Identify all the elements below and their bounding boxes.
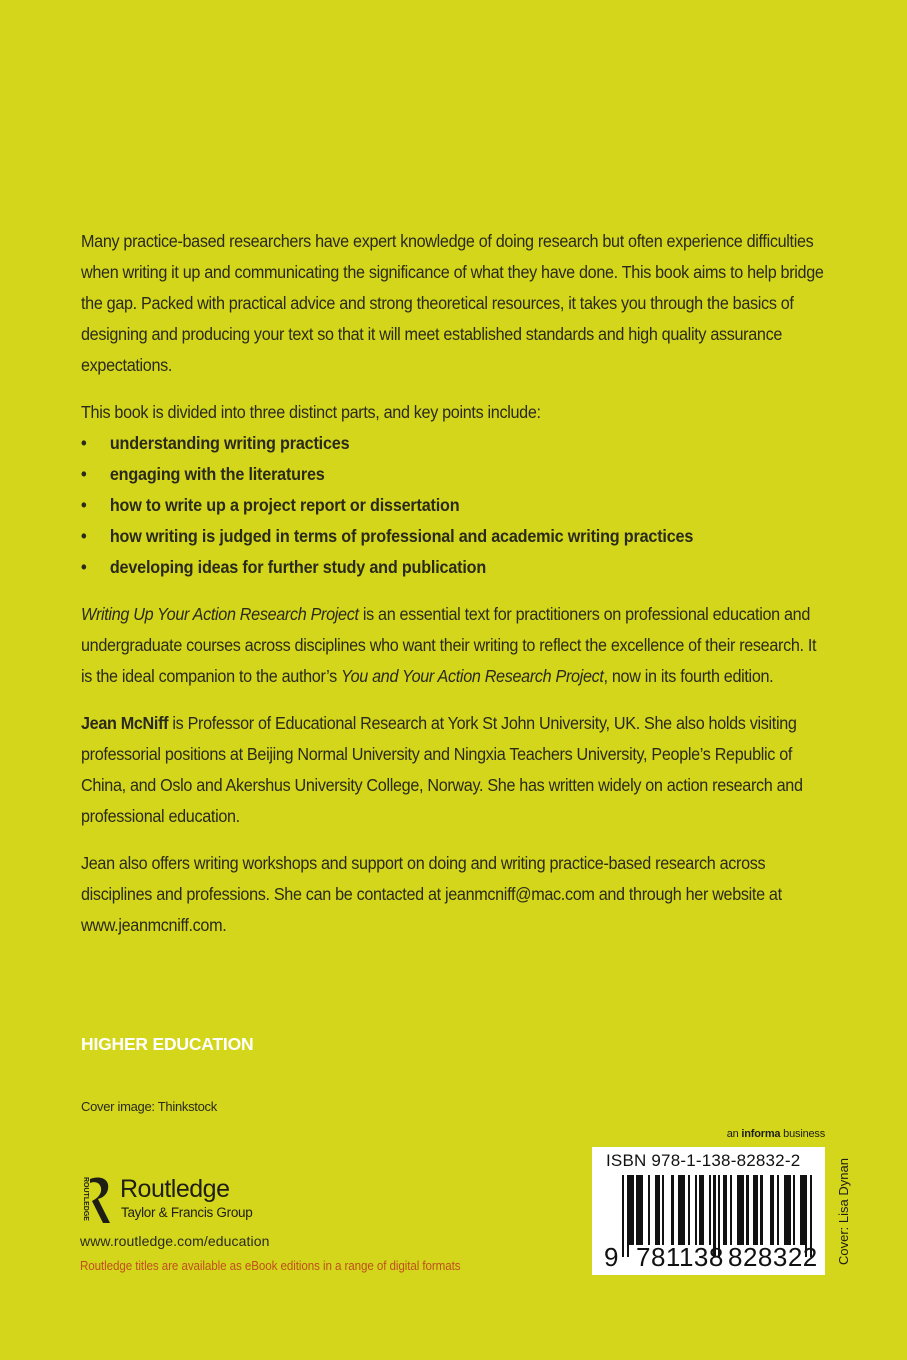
book-title: Writing Up Your Action Research Project bbox=[81, 604, 359, 624]
author-name: Jean McNiff bbox=[81, 713, 169, 733]
publisher-url[interactable]: www.routledge.com/education bbox=[80, 1233, 270, 1249]
key-points-list bbox=[81, 428, 825, 583]
subject-category-label: HIGHER EDUCATION bbox=[81, 1034, 254, 1054]
publisher-logo bbox=[76, 1175, 336, 1227]
key-point-text: understanding writing practices bbox=[109, 433, 350, 453]
cover-designer-credit: Cover: Lisa Dynan bbox=[836, 1158, 851, 1265]
key-point-item bbox=[81, 428, 825, 459]
author-bio-paragraph bbox=[81, 708, 825, 832]
svg-text:ROUTLEDGE: ROUTLEDGE bbox=[82, 1177, 89, 1221]
description-text-end: , now in its fourth edition. bbox=[603, 666, 774, 686]
publisher-name: Routledge bbox=[120, 1175, 230, 1203]
informa-business-tagline bbox=[727, 1128, 825, 1140]
key-point-text: developing ideas for further study and publication bbox=[109, 557, 487, 577]
isbn-label: ISBN 978-1-138-82832-2 bbox=[606, 1151, 801, 1170]
informa-brand: informa bbox=[741, 1128, 781, 1140]
informa-suffix: business bbox=[780, 1128, 825, 1140]
bullet-icon: • bbox=[81, 526, 87, 546]
bullet-icon: • bbox=[81, 464, 87, 484]
blurb-text bbox=[81, 226, 825, 941]
key-point-item bbox=[81, 521, 825, 552]
informa-prefix: an bbox=[726, 1128, 742, 1140]
key-point-text: how to write up a project report or dissertation bbox=[109, 495, 460, 515]
description-text: is an essential text for practitioners on professional education and undergraduate courses across disciplines who want their writing to reflect the excellence of their research. It is the ideal companion to the author’s bbox=[81, 604, 817, 686]
key-point-item bbox=[81, 552, 825, 583]
author-bio-text: is Professor of Educational Research at York St John University, UK. She also holds visiting professorial positions at Beijing Normal University and Ningxia Teachers University, People’s Republic of China, and Oslo and Akershus University College, Norway. She has written widely on action research and professional education. bbox=[81, 713, 803, 826]
description-paragraph bbox=[81, 599, 825, 692]
key-point-item bbox=[81, 459, 825, 490]
key-points-intro: This book is divided into three distinct parts, and key points include: bbox=[81, 402, 541, 422]
publisher-group: Taylor & Francis Group bbox=[121, 1205, 253, 1220]
companion-book-title: You and Your Action Research Project bbox=[341, 666, 604, 686]
ean-first-digit: 9 bbox=[604, 1242, 619, 1272]
bullet-icon: • bbox=[81, 433, 87, 453]
key-point-text: engaging with the literatures bbox=[109, 464, 325, 484]
key-point-text: how writing is judged in terms of professional and academic writing practices bbox=[109, 526, 694, 546]
ebook-availability-note: Routledge titles are available as eBook editions in a range of digital formats bbox=[80, 1259, 461, 1273]
intro-paragraph: Many practice-based researchers have expert knowledge of doing research but often experience difficulties when writing it up and communicating the significance of what they have done. This book aims to help bridge the gap. Packed with practical advice and strong theoretical resources, it takes you through the basics of designing and producing your text so that it will meet established standards and high quality assurance expectations. bbox=[81, 231, 824, 375]
bullet-icon: • bbox=[81, 557, 87, 577]
contact-paragraph: Jean also offers writing workshops and support on doing and writing practice-based research across disciplines and professions. She can be contacted at jeanmcniff@mac.com and through her website at www.jeanmcniff.com. bbox=[81, 853, 782, 935]
ean-left-digits: 781138 bbox=[636, 1242, 724, 1272]
bullet-icon: • bbox=[81, 495, 87, 515]
cover-image-credit: Cover image: Thinkstock bbox=[81, 1099, 217, 1114]
routledge-logo-icon bbox=[76, 1175, 116, 1225]
ean-right-digits: 828322 bbox=[728, 1242, 818, 1272]
isbn-barcode bbox=[592, 1147, 825, 1275]
key-point-item bbox=[81, 490, 825, 521]
